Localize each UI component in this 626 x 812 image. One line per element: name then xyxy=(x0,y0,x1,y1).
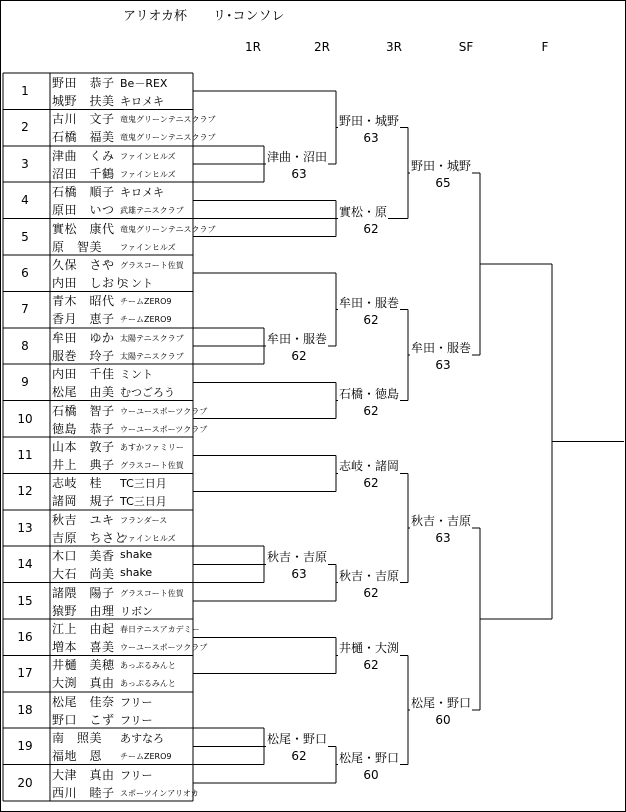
player-club: 太陽テニスクラブ xyxy=(120,351,184,361)
player-club: ミント xyxy=(120,368,153,382)
pair-number: 3 xyxy=(21,156,29,171)
match-winner: 秋吉・吉原 xyxy=(339,568,400,583)
match-winner: 石橋・徳島 xyxy=(339,386,400,401)
draw-title: アリオカ杯 リ･コンソレ xyxy=(123,9,285,24)
pair-number: 17 xyxy=(17,666,33,681)
player-club: 竜鬼グリーンテニスクラブ xyxy=(120,115,216,125)
match-winner: 松尾・野口 xyxy=(339,750,400,765)
player-club: リボン xyxy=(120,604,153,618)
player-club: ウーユースポーツクラブ xyxy=(120,424,208,434)
pair-number: 19 xyxy=(17,739,33,754)
player-club: あっぷるみんと xyxy=(120,679,176,689)
player-club: フリー xyxy=(120,695,153,709)
player-name: 久保 さや xyxy=(52,258,115,272)
player-club: 竜鬼グリーンテニスクラブ xyxy=(120,133,216,143)
player-club: フリー xyxy=(120,713,153,727)
match-score: 60 xyxy=(435,713,451,727)
player-club: shake xyxy=(120,566,153,580)
match-score: 62 xyxy=(363,221,379,236)
pair-number: 18 xyxy=(17,702,33,717)
player-name: 松尾 由美 xyxy=(52,385,115,400)
player-name: 江上 由起 xyxy=(52,622,115,636)
round-label-f: F xyxy=(541,40,549,54)
player-name: 大渕 真由 xyxy=(52,676,115,691)
player-name: 野田 恭子 xyxy=(52,76,115,90)
player-name: 志岐 桂 xyxy=(52,476,103,491)
player-name: 城野 扶美 xyxy=(52,94,115,108)
pair-number: 20 xyxy=(17,775,33,790)
match-winner: 野田・城野 xyxy=(339,113,400,128)
player-name: 大石 尚美 xyxy=(52,567,115,582)
player-club: キロメキ xyxy=(120,95,164,108)
match-winner: 津曲・沼田 xyxy=(267,150,328,164)
round-label-sf: SF xyxy=(458,40,474,54)
player-club: あっぷるみんと xyxy=(120,661,176,671)
match-score: 60 xyxy=(363,767,379,782)
match-score: 62 xyxy=(291,749,307,764)
player-name: 西川 睦子 xyxy=(52,785,115,800)
player-name: 福地 恩 xyxy=(52,749,103,764)
match-winner: 牟田・服巻 xyxy=(411,341,472,356)
player-club: ファインヒルズ xyxy=(120,242,176,252)
match-winner: 實松・原 xyxy=(339,204,388,219)
player-club: 太陽テニスクラブ xyxy=(120,333,184,343)
pair-number: 7 xyxy=(21,302,29,317)
pair-number: 16 xyxy=(17,630,33,644)
player-name: 井樋 美穂 xyxy=(52,658,115,673)
match-winner: 秋吉・吉原 xyxy=(267,550,328,565)
player-club: ファインヒルズ xyxy=(120,169,176,179)
player-club: フリー xyxy=(120,768,153,782)
player-name: 内田 しおり xyxy=(52,276,128,290)
match-score: 63 xyxy=(435,358,451,373)
pair-number: 9 xyxy=(21,375,29,390)
match-score: 63 xyxy=(291,167,307,181)
match-score: 62 xyxy=(363,476,379,491)
match-score: 62 xyxy=(363,585,379,600)
player-name: 諸岡 規子 xyxy=(52,494,115,509)
match-winner: 松尾・野口 xyxy=(411,696,472,710)
match-score: 62 xyxy=(363,658,379,673)
player-name: 大津 真由 xyxy=(52,767,115,782)
player-club: 竜鬼グリーンテニスクラブ xyxy=(120,224,216,234)
player-club: むつごろう xyxy=(120,386,175,400)
player-club: チームZERO9 xyxy=(120,297,172,307)
match-score: 62 xyxy=(363,312,379,327)
player-club: グラスコート佐賀 xyxy=(120,588,184,598)
player-name: 野口 こず xyxy=(52,712,115,727)
pair-number: 1 xyxy=(21,84,29,98)
player-name: 井上 典子 xyxy=(52,458,115,472)
match-score: 63 xyxy=(291,567,307,582)
match-winner: 野田・城野 xyxy=(411,159,472,174)
player-name: 増本 喜美 xyxy=(52,640,115,654)
pair-number: 14 xyxy=(17,557,33,572)
player-name: 石橋 順子 xyxy=(52,185,115,200)
round-label-2r: 2R xyxy=(314,40,330,54)
player-club: Be－REX xyxy=(120,77,168,90)
player-club: ウーユースポーツクラブ xyxy=(120,643,208,652)
player-name: 石橋 福美 xyxy=(52,130,115,145)
player-club: TC三日月 xyxy=(120,495,167,509)
player-club: グラスコート佐賀 xyxy=(120,261,184,270)
pair-number: 12 xyxy=(17,484,33,499)
player-club: 春日テニスアカデミー xyxy=(120,625,200,634)
player-club: ウーユースポーツクラブ xyxy=(120,406,208,416)
player-name: 内田 千佳 xyxy=(52,367,115,382)
pair-number: 5 xyxy=(21,229,29,244)
player-name: 南 照美 xyxy=(52,731,103,746)
match-score: 63 xyxy=(435,531,451,545)
pair-number: 15 xyxy=(17,593,33,608)
pair-number: 4 xyxy=(21,193,29,208)
match-score: 63 xyxy=(363,130,379,145)
player-name: 石橋 智子 xyxy=(52,403,115,418)
match-winner: 松尾・野口 xyxy=(267,732,328,747)
player-club: グラスコート佐賀 xyxy=(120,461,184,470)
player-name: 猿野 由理 xyxy=(52,603,115,618)
player-club: チームZERO9 xyxy=(120,315,172,325)
match-winner: 牟田・服巻 xyxy=(267,332,328,346)
player-name: 香月 恵子 xyxy=(52,312,115,327)
match-winner: 志岐・諸岡 xyxy=(339,459,400,474)
player-club: ファインヒルズ xyxy=(120,533,176,543)
player-club: あすなろ xyxy=(120,732,164,746)
pair-number: 6 xyxy=(21,266,29,280)
player-name: 松尾 佳奈 xyxy=(52,694,115,709)
player-name: 吉原 ちさと xyxy=(52,530,128,545)
round-label-3r: 3R xyxy=(386,40,402,54)
player-name: 山本 敦子 xyxy=(52,440,115,454)
player-club: shake xyxy=(120,548,153,562)
player-name: 牟田 ゆか xyxy=(52,330,115,345)
player-club: スポーツインアリオカ xyxy=(120,788,199,798)
round-label-1r: 1R xyxy=(245,40,261,54)
player-name: 服巻 玲子 xyxy=(52,348,115,363)
match-score: 62 xyxy=(291,349,307,363)
player-name: 諸隈 陽子 xyxy=(52,585,115,600)
player-club: 武雄テニスクラブ xyxy=(120,206,184,216)
pair-number: 10 xyxy=(17,411,33,426)
player-club: フランダース xyxy=(120,515,168,525)
match-winner: 牟田・服巻 xyxy=(339,295,400,310)
player-club: TC三日月 xyxy=(120,477,167,491)
player-name: 徳島 恭子 xyxy=(52,421,115,436)
pair-number: 8 xyxy=(21,338,29,353)
match-score: 65 xyxy=(435,176,451,191)
player-name: 原田 いつ xyxy=(52,203,115,218)
player-name: 實松 康代 xyxy=(52,221,115,236)
match-winner: 秋吉・吉原 xyxy=(411,514,472,528)
match-score: 62 xyxy=(363,403,379,418)
player-club: チームZERO9 xyxy=(120,752,172,762)
match-winner: 井樋・大渕 xyxy=(339,641,400,656)
pair-number: 2 xyxy=(21,120,29,135)
player-club: キロメキ xyxy=(120,186,164,200)
player-name: 木口 美香 xyxy=(52,549,115,564)
pair-number: 11 xyxy=(17,448,33,462)
player-club: ミント xyxy=(120,277,153,290)
player-name: 原 智美 xyxy=(52,239,103,254)
player-name: 沼田 千鶴 xyxy=(52,166,115,181)
player-name: 秋吉 ユキ xyxy=(52,512,115,527)
pair-number: 13 xyxy=(17,520,33,535)
player-name: 青木 昭代 xyxy=(52,294,115,309)
player-name: 津曲 くみ xyxy=(52,148,115,163)
player-club: あすかファミリー xyxy=(120,443,184,452)
player-club: ファインヒルズ xyxy=(120,151,176,161)
player-name: 古川 文子 xyxy=(52,112,115,127)
